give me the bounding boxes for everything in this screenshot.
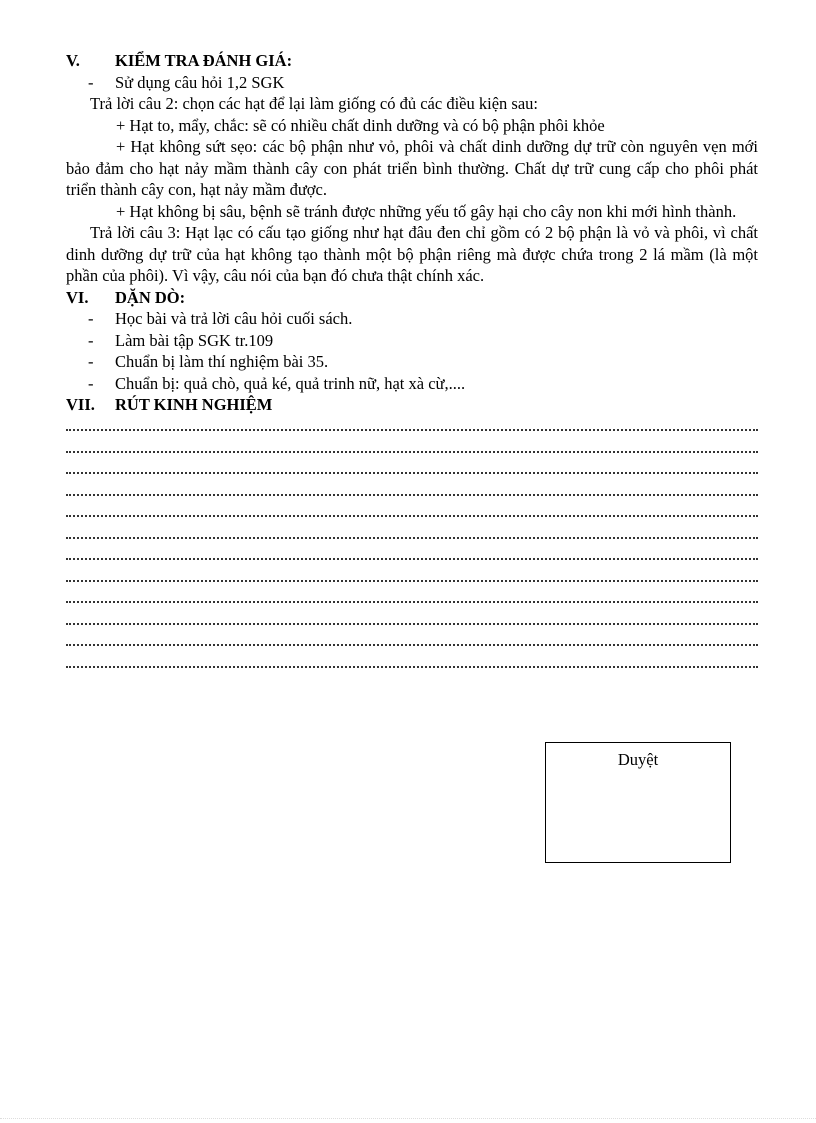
section-number: V. — [66, 51, 80, 70]
list-item-text: Sử dụng câu hỏi 1,2 SGK — [115, 72, 285, 92]
list-item-text: Chuẩn bị làm thí nghiệm bài 35. — [115, 352, 329, 371]
approval-box — [545, 742, 731, 863]
list-item-text: Làm bài tập SGK tr.109 — [115, 330, 274, 350]
notes-dotted-lines — [66, 416, 758, 674]
dotted-writing-line — [66, 566, 758, 588]
document-page — [66, 50, 758, 674]
section-number: VI. — [66, 287, 89, 307]
bullet-dash: - — [88, 330, 94, 350]
list-item-text: Học bài và trả lời câu hỏi cuối sách. — [115, 309, 353, 328]
bullet-dash: - — [88, 352, 94, 371]
answer-2-point-1: + Hạt to, mẩy, chắc: sẽ có nhiều chất dinh dưỡng và có bộ phận phôi khỏe — [116, 115, 605, 135]
section-title: RÚT KINH NGHIỆM — [115, 395, 273, 414]
dotted-writing-line — [66, 437, 758, 459]
section-number: VII. — [66, 395, 95, 414]
list-item — [66, 330, 758, 352]
bullet-dash: - — [88, 72, 94, 92]
answer-2-intro: Trả lời câu 2: chọn các hạt để lại làm giống có đủ các điều kiện sau: — [90, 94, 538, 113]
list-item-text: Chuẩn bị: quả chò, quả ké, quả trinh nữ, hạt xà cừ,.... — [115, 373, 466, 393]
dotted-writing-line — [66, 502, 758, 524]
section-title: DẶN DÒ: — [115, 287, 186, 307]
answer-2-point-2: + Hạt không sứt sẹo: các bộ phận như vỏ, phôi và chất dinh dưỡng dự trữ còn nguyên vẹn mới bảo đảm cho hạt nảy mầm thành cây con phát triển bình thường. Chất dự trữ cung cấp cho phôi phát triển thành cây con, hạt nảy mầm được. — [66, 137, 758, 199]
dotted-writing-line — [66, 480, 758, 502]
section-6-heading — [66, 287, 758, 309]
dotted-writing-line — [66, 416, 758, 438]
list-item — [66, 308, 758, 330]
approval-label: Duyệt — [617, 750, 659, 769]
section-5-heading — [66, 50, 758, 72]
list-item — [66, 373, 758, 395]
answer-3: Trả lời câu 3: Hạt lạc có cấu tạo giống như hạt đâu đen chỉ gồm có 2 bộ phận là vỏ và phôi, vì chất dinh dưỡng dự trữ của hạt không tạo thành một bộ phận riêng mà được chứa trong 2 lá mầm (là một phần của phôi). Vì vậy, câu nói của bạn đó chưa thật chính xác. — [66, 223, 758, 285]
dotted-writing-line — [66, 459, 758, 481]
dotted-writing-line — [66, 609, 758, 631]
dotted-writing-line — [66, 652, 758, 674]
answer-2-point-3: + Hạt không bị sâu, bệnh sẽ tránh được những yếu tố gây hại cho cây non khi mới hình thành. — [116, 201, 737, 221]
dotted-writing-line — [66, 631, 758, 653]
dotted-writing-line — [66, 588, 758, 610]
bullet-dash: - — [88, 309, 94, 328]
section-7-heading — [66, 394, 758, 416]
list-item — [66, 351, 758, 373]
list-item — [66, 72, 758, 94]
section-title: KIỂM TRA ĐÁNH GIÁ: — [115, 51, 293, 70]
page-bottom-divider — [0, 1118, 816, 1119]
dotted-writing-line — [66, 545, 758, 567]
bullet-dash: - — [88, 373, 94, 393]
dotted-writing-line — [66, 523, 758, 545]
